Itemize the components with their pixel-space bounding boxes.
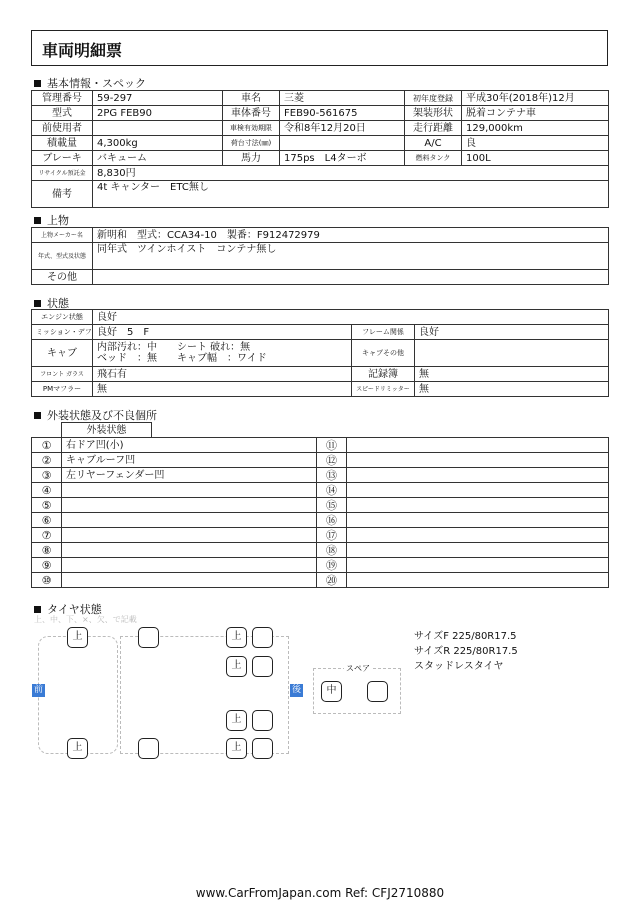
tire-spare-1: 中 xyxy=(321,681,342,702)
exterior-desc xyxy=(347,453,609,468)
bed-outline xyxy=(120,636,289,754)
exterior-desc xyxy=(347,483,609,498)
tire-type: スタッドレスタイヤ xyxy=(414,661,504,672)
pm-label: PMマフラー xyxy=(32,382,93,397)
firstreg-label: 初年度登録 xyxy=(405,91,462,106)
condition-table xyxy=(31,309,609,397)
exterior-desc xyxy=(62,483,317,498)
title-box xyxy=(31,30,608,66)
exterior-desc xyxy=(347,543,609,558)
exterior-num: ⑧ xyxy=(32,543,62,558)
mission-value: 良好 5 F xyxy=(93,325,352,340)
mgmt-label: 管理番号 xyxy=(32,91,93,106)
frame-label: フレーム関係 xyxy=(352,325,415,340)
body-maker-value: 新明和 型式：CCA34-10 製番：F912472979 xyxy=(93,228,609,243)
body-year-label: 年式、型式及状態 xyxy=(32,243,93,270)
exterior-row xyxy=(32,453,609,468)
exterior-num: ⑥ xyxy=(32,513,62,528)
firstreg-value: 平成30年(2018年)12月 xyxy=(462,91,609,106)
cab-value xyxy=(93,340,352,367)
square-bullet-icon xyxy=(34,217,41,224)
body-other-label: その他 xyxy=(32,270,93,285)
exterior-num: ⑫ xyxy=(317,453,347,468)
model-label: 型式 xyxy=(32,106,93,121)
exterior-num: ③ xyxy=(32,468,62,483)
exterior-desc: 右ドア凹(小) xyxy=(62,438,317,453)
exterior-num: ⑭ xyxy=(317,483,347,498)
inspect-value: 令和8年12月20日 xyxy=(280,121,405,136)
mileage-label: 走行距離 xyxy=(405,121,462,136)
glass-value: 飛石有 xyxy=(93,367,352,382)
fuel-label: 燃料タンク xyxy=(405,151,462,166)
exterior-num: ⑦ xyxy=(32,528,62,543)
cab-outline xyxy=(38,636,118,754)
ac-value: 良 xyxy=(462,136,609,151)
exterior-desc xyxy=(347,513,609,528)
exterior-num: ⑮ xyxy=(317,498,347,513)
mission-label: ミッション・デフ xyxy=(32,325,93,340)
brake-value: バキューム xyxy=(93,151,223,166)
engine-value: 良好 xyxy=(93,310,609,325)
exterior-desc xyxy=(62,513,317,528)
chassis-value: FEB90-561675 xyxy=(280,106,405,121)
tire-rear-r-inner-1 xyxy=(252,710,273,731)
section-body-label: 上物 xyxy=(47,214,69,227)
inspect-label: 車検有効期限 xyxy=(223,121,280,136)
tire-size-rear: サイズR 225/80R17.5 xyxy=(414,646,518,657)
exterior-row xyxy=(32,528,609,543)
record-label: 記録簿 xyxy=(352,367,415,382)
ac-label: A/C xyxy=(405,136,462,151)
cab-line-1: 内部汚れ：中 シート 破れ：無 xyxy=(97,342,251,353)
body-year-value: 同年式 ツインホイスト コンテナ無し xyxy=(93,243,609,270)
exterior-num: ① xyxy=(32,438,62,453)
square-bullet-icon xyxy=(34,412,41,419)
tire-rear-r-outer-2: 上 xyxy=(226,738,247,759)
exterior-row xyxy=(32,468,609,483)
record-value: 無 xyxy=(415,367,609,382)
remarks-value: 4t キャンター ETC無し xyxy=(93,181,609,208)
maker-label: 車名 xyxy=(223,91,280,106)
exterior-num: ② xyxy=(32,453,62,468)
tire-spare-2 xyxy=(367,681,388,702)
cabother-value xyxy=(415,340,609,367)
exterior-num: ⑬ xyxy=(317,468,347,483)
cab-label: キャブ xyxy=(32,340,93,367)
recycle-value: 8,830円 xyxy=(93,166,609,181)
exterior-row xyxy=(32,573,609,588)
exterior-row xyxy=(32,558,609,573)
exterior-table xyxy=(31,422,609,588)
tire-rear-l-outer-1: 上 xyxy=(226,627,247,648)
tire-front-left: 上 xyxy=(67,627,88,648)
exterior-num: ⑯ xyxy=(317,513,347,528)
basic-table xyxy=(31,90,609,208)
bodytype-label: 架装形状 xyxy=(405,106,462,121)
exterior-num: ⑰ xyxy=(317,528,347,543)
exterior-row xyxy=(32,438,609,453)
section-basic-heading xyxy=(34,75,146,91)
tire-rear-l-outer-2: 上 xyxy=(226,656,247,677)
tire-rear-r-inner-2 xyxy=(252,738,273,759)
exterior-desc xyxy=(347,558,609,573)
chassis-label: 車体番号 xyxy=(223,106,280,121)
body-maker-label: 上物メーカー名 xyxy=(32,228,93,243)
exterior-desc: 左リヤーフェンダー凹 xyxy=(62,468,317,483)
model-value: 2PG FEB90 xyxy=(93,106,223,121)
exterior-desc xyxy=(62,498,317,513)
section-tire-label: タイヤ状態 xyxy=(47,603,102,616)
exterior-num: ⑤ xyxy=(32,498,62,513)
section-condition-label: 状態 xyxy=(47,297,69,310)
exterior-header: 外装状態 xyxy=(62,423,152,438)
tire-rear-l-inner-1 xyxy=(252,627,273,648)
exterior-num: ⑲ xyxy=(317,558,347,573)
remarks-label: 備考 xyxy=(32,181,93,208)
section-exterior-label: 外装状態及び不良個所 xyxy=(47,409,157,422)
spare-label: スペア xyxy=(346,664,370,673)
square-bullet-icon xyxy=(34,606,41,613)
exterior-desc xyxy=(62,543,317,558)
cabother-label: キャブその他 xyxy=(352,340,415,367)
tire-size-front: サイズF 225/80R17.5 xyxy=(414,631,517,642)
recycle-label: リサイクル預託金 xyxy=(32,166,93,181)
exterior-row xyxy=(32,483,609,498)
pm-value: 無 xyxy=(93,382,352,397)
exterior-desc xyxy=(62,528,317,543)
square-bullet-icon xyxy=(34,300,41,307)
body-table xyxy=(31,227,609,285)
exterior-num: ⑳ xyxy=(317,573,347,588)
glass-label: フロント ガラス xyxy=(32,367,93,382)
exterior-num: ⑱ xyxy=(317,543,347,558)
cab-line-2: ベッド ：無 キャブ幅 ：ワイド xyxy=(97,353,267,364)
cargo-value xyxy=(280,136,405,151)
exterior-row xyxy=(32,513,609,528)
fuel-value: 100L xyxy=(462,151,609,166)
tire-mid-right xyxy=(138,738,159,759)
cargo-label: 荷台寸法(㎜) xyxy=(223,136,280,151)
section-basic-label: 基本情報・スペック xyxy=(47,77,146,90)
prevuser-value xyxy=(93,121,223,136)
tire-legend: 上、中、下、×、欠、で記載 xyxy=(34,615,137,624)
front-marker: 前 xyxy=(33,685,43,695)
exterior-num: ④ xyxy=(32,483,62,498)
rear-marker: 後 xyxy=(291,685,301,695)
bodytype-value: 脱着コンテナ車 xyxy=(462,106,609,121)
tire-rear-r-outer-1: 上 xyxy=(226,710,247,731)
prevuser-label: 前使用者 xyxy=(32,121,93,136)
tire-mid-left xyxy=(138,627,159,648)
exterior-num: ⑨ xyxy=(32,558,62,573)
exterior-desc xyxy=(347,468,609,483)
footer-ref: www.CarFromJapan.com Ref: CFJ2710880 xyxy=(195,886,445,900)
power-label: 馬力 xyxy=(223,151,280,166)
load-label: 積載量 xyxy=(32,136,93,151)
exterior-row xyxy=(32,498,609,513)
exterior-desc xyxy=(62,573,317,588)
maker-value: 三菱 xyxy=(280,91,405,106)
section-exterior-heading xyxy=(34,407,157,423)
engine-label: エンジン状態 xyxy=(32,310,93,325)
exterior-row xyxy=(32,543,609,558)
load-value: 4,300kg xyxy=(93,136,223,151)
tire-rear-l-inner-2 xyxy=(252,656,273,677)
mgmt-value: 59-297 xyxy=(93,91,223,106)
exterior-desc xyxy=(62,558,317,573)
page-title: 車両明細票 xyxy=(42,41,123,60)
exterior-desc xyxy=(347,498,609,513)
square-bullet-icon xyxy=(34,80,41,87)
exterior-rows xyxy=(32,438,609,588)
exterior-desc: キャブルーフ凹 xyxy=(62,453,317,468)
mileage-value: 129,000km xyxy=(462,121,609,136)
frame-value: 良好 xyxy=(415,325,609,340)
body-other-value xyxy=(93,270,609,285)
power-value: 175ps L4ターボ xyxy=(280,151,405,166)
exterior-desc xyxy=(347,438,609,453)
speed-label: スピードリミッター xyxy=(352,382,415,397)
section-body-heading xyxy=(34,212,69,228)
exterior-num: ⑩ xyxy=(32,573,62,588)
brake-label: ブレーキ xyxy=(32,151,93,166)
exterior-num: ⑪ xyxy=(317,438,347,453)
exterior-desc xyxy=(347,573,609,588)
exterior-desc xyxy=(347,528,609,543)
speed-value: 無 xyxy=(415,382,609,397)
tire-front-right: 上 xyxy=(67,738,88,759)
